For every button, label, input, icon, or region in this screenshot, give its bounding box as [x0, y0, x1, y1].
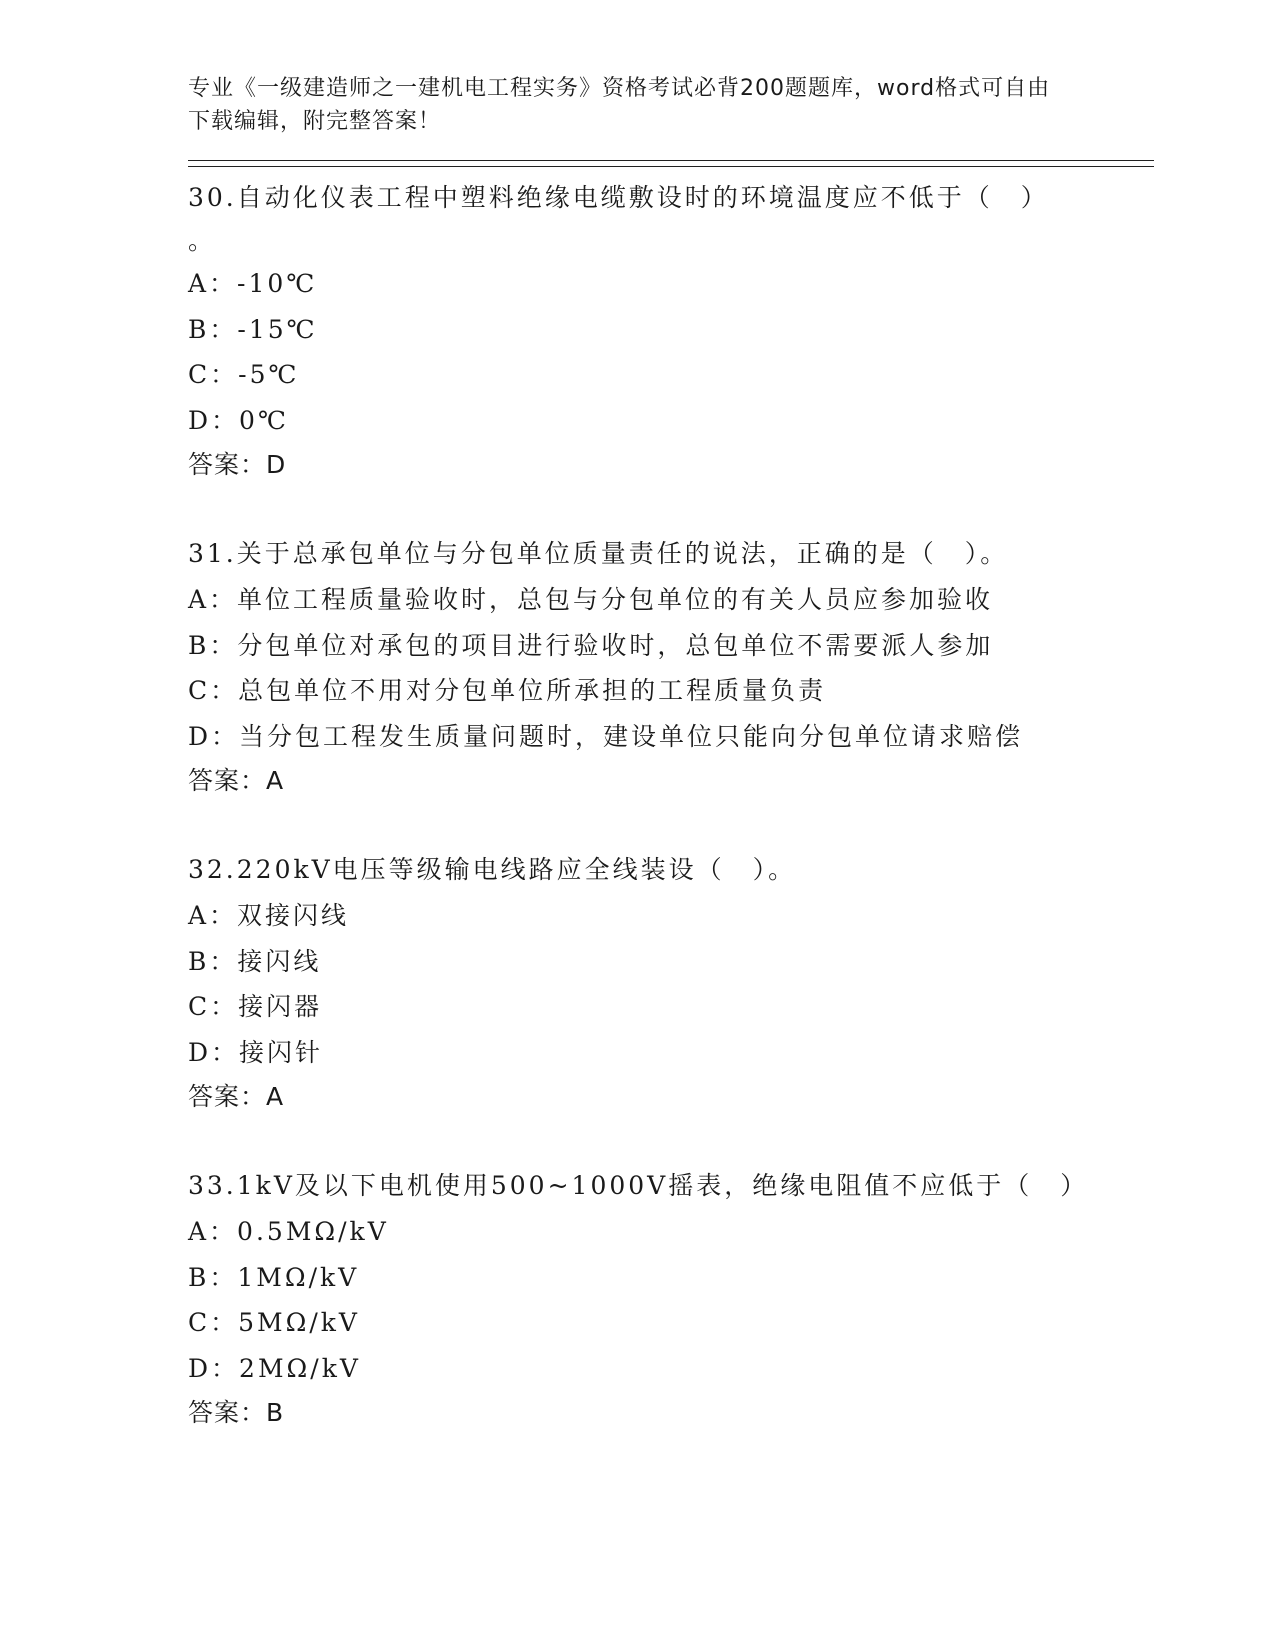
option-b: B：分包单位对承包的项目进行验收时，总包单位不需要派人参加 — [188, 630, 994, 660]
option-list — [188, 261, 1148, 443]
question-stem: 31.关于总承包单位与分包单位质量责任的说法，正确的是（ ）。 — [188, 539, 1009, 568]
option-d: D：接闪针 — [188, 1037, 324, 1067]
option-d: D：当分包工程发生质量问题时，建设单位只能向分包单位请求赔偿 — [188, 721, 1024, 751]
option-a: A：0.5MΩ/kV — [188, 1217, 389, 1246]
question-32 — [188, 847, 1148, 1119]
document-page — [188, 72, 1148, 1435]
answer-line: 答案：A — [188, 766, 285, 795]
header-double-rule — [188, 160, 1154, 167]
question-stem-tail: 。 — [188, 226, 214, 255]
answer-line: 答案：B — [188, 1398, 285, 1427]
option-c: C：5MΩ/kV — [188, 1308, 360, 1337]
option-a: A：-10℃ — [188, 269, 318, 298]
document-header: 专业《一级建造师之一建机电工程实务》资格考试必背200题题库，word格式可自由下载编辑，附完整答案！ — [188, 76, 1051, 134]
question-30 — [188, 175, 1148, 487]
option-list — [188, 1209, 1148, 1391]
question-stem: 32.220kV电压等级输电线路应全线装设（ ）。 — [188, 855, 797, 884]
option-c: C：总包单位不用对分包单位所承担的工程质量负责 — [188, 676, 827, 705]
question-stem: 30.自动化仪表工程中塑料绝缘电缆敷设时的环境温度应不低于（ ） — [188, 183, 1049, 212]
option-b: B：1MΩ/kV — [188, 1262, 360, 1292]
option-a: A：双接闪线 — [188, 901, 350, 930]
question-stem: 33.1kV及以下电机使用500~1000V摇表，绝缘电阻值不应低于（ ） — [188, 1171, 1089, 1200]
option-b: B：接闪线 — [188, 946, 322, 976]
option-d: D：0℃ — [188, 405, 289, 435]
option-list — [188, 893, 1148, 1075]
option-list — [188, 577, 1148, 759]
question-33 — [188, 1163, 1148, 1435]
answer-line: 答案：D — [188, 450, 287, 479]
option-d: D：2MΩ/kV — [188, 1353, 361, 1383]
answer-line: 答案：A — [188, 1082, 285, 1111]
option-c: C：接闪器 — [188, 992, 323, 1021]
option-a: A：单位工程质量验收时，总包与分包单位的有关人员应参加验收 — [188, 585, 994, 614]
option-b: B：-15℃ — [188, 314, 318, 344]
question-31 — [188, 531, 1148, 803]
option-c: C：-5℃ — [188, 360, 300, 389]
